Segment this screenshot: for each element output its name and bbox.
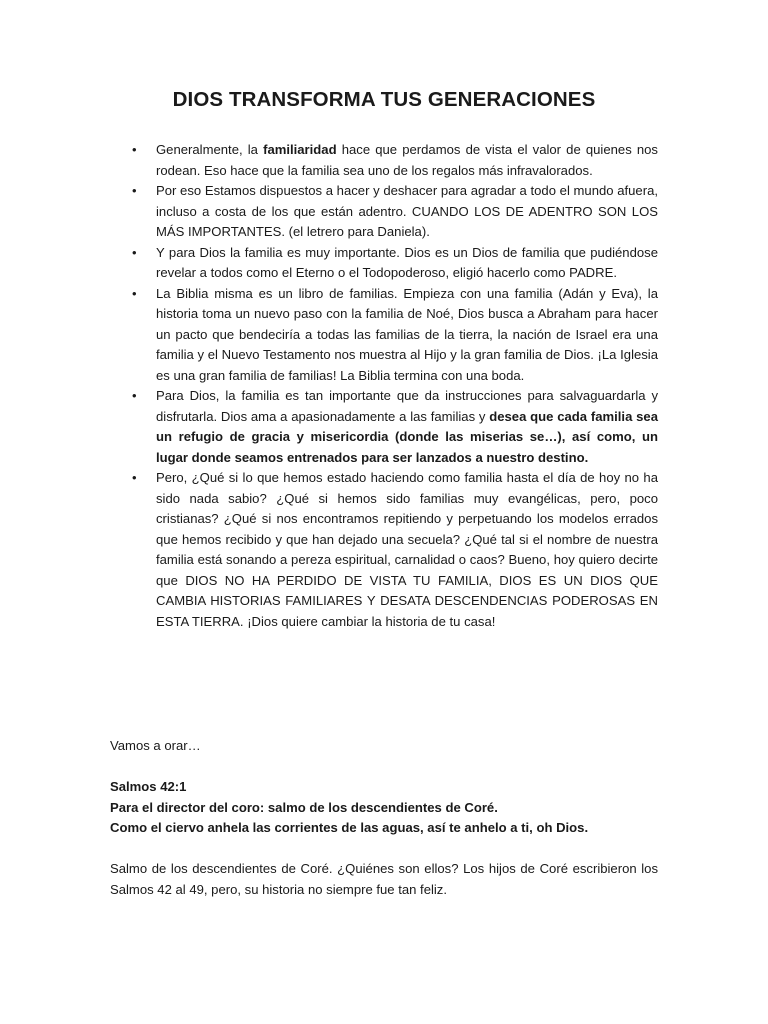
bullet-icon: • — [132, 388, 137, 403]
bullet-text-part: Para Dios, la familia es tan importante que da instrucciones para salvaguardarla y disfrutarla. Dios ama a apasionadamente a las familias y — [156, 388, 658, 424]
psalm-quote — [110, 777, 658, 839]
bullet-text — [156, 140, 658, 181]
psalm-line-2: Como el ciervo anhela las corrientes de las aguas, así te anhelo a ti, oh Dios. — [110, 820, 589, 835]
bullet-item-refugio — [130, 386, 658, 468]
bullet-icon: • — [132, 244, 137, 260]
vamos-a-orar: Vamos a orar… — [110, 738, 201, 753]
bullet-item-padre — [130, 243, 658, 284]
bullet-text-part: Generalmente, la — [156, 142, 264, 157]
psalm-line-1: Para el director del coro: salmo de los descendientes de Coré. — [110, 799, 498, 815]
bullet-item-familiaridad — [130, 140, 658, 181]
psalm-reference: Salmos 42:1 — [110, 779, 187, 794]
bullet-text: Por eso Estamos dispuestos a hacer y deshacer para agradar a todo el mundo afuera, incluso a costa de los que están adentro. CUANDO LOS DE ADENTRO SON LOS MÁS IMPORTANTES. (el letrero para Daniela). — [156, 183, 658, 239]
bullet-icon: • — [132, 142, 137, 157]
bullet-text-bold: familiaridad — [263, 142, 337, 157]
bullet-text-bold: desea que cada familia sea un refugio de gracia y misericordia (donde las miserias se…), así como, un lugar donde seamos entrenados para ser lanzados a nuestro destino. — [156, 408, 658, 465]
bullet-text: Y para Dios la familia es muy importante. Dios es un Dios de familia que pudiéndose revelar a todos como el Eterno o el Todopoderoso, eligió hacerlo como PADRE. — [156, 244, 658, 280]
bullet-text-part: hace que perdamos de vista el valor de quienes nos rodean. Eso hace que la familia sea uno de los regalos más infravalorados. — [156, 142, 658, 178]
bullet-item-historia — [130, 468, 658, 632]
bullet-item-biblia — [130, 284, 658, 387]
bullet-item-adentro — [130, 181, 658, 243]
bullet-icon: • — [132, 183, 137, 198]
document-title: DIOS TRANSFORMA TUS GENERACIONES — [172, 88, 596, 111]
bullet-icon: • — [132, 470, 137, 485]
closing-paragraph: Salmo de los descendientes de Coré. ¿Quiénes son ellos? Los hijos de Coré escribieron los Salmos 42 al 49, pero, su historia no siempre fue tan feliz. — [110, 861, 658, 897]
bullet-text — [156, 386, 658, 468]
bullet-list — [130, 140, 658, 632]
bullet-text: Pero, ¿Qué si lo que hemos estado haciendo como familia hasta el día de hoy no ha sido nada sabio? ¿Qué si hemos sido familias muy evangélicas, pero, poco cristianas? ¿Qué si nos encontramos repitiendo y perpetuando los modelos errados que hemos recibido y que han dejado una secuela? ¿Qué tal si el nombre de nuestra familia está sonando a pereza espiritual, carnalidad o caos? Bueno, hoy quiero decirte que DIOS NO HA PERDIDO DE VISTA TU FAMILIA, DIOS ES UN DIOS QUE CAMBIA HISTORIAS FAMILIARES Y DESATA DESCENDENCIAS PODEROSAS EN ESTA TIERRA. ¡Dios quiere cambiar la historia de tu casa! — [156, 470, 658, 629]
bullet-icon: • — [132, 285, 137, 301]
bullet-text: La Biblia misma es un libro de familias. Empieza con una familia (Adán y Eva), la historia toma un nuevo paso con la familia de Noé, Dios busca a Abraham para hacer un pacto que bendeciría a todas las familias de la tierra, la nación de Israel era una familia y el Nuevo Testamento nos muestra al Hijo y la gran familia de Dios. ¡La Iglesia es una gran familia de familias! La Biblia termina con una boda. — [156, 285, 658, 383]
